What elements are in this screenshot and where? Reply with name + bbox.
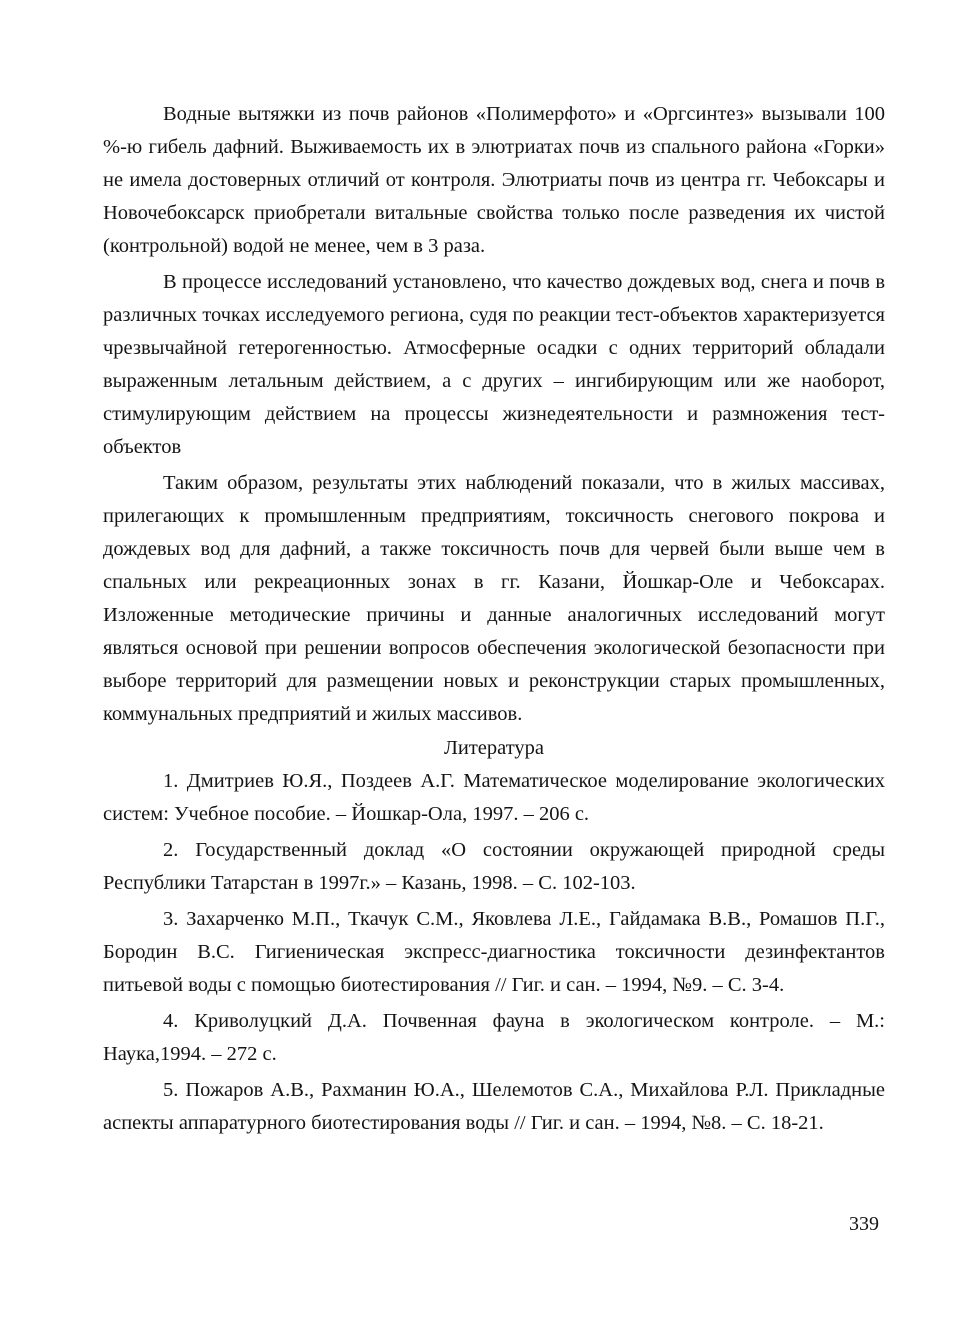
body-paragraph-1: Водные вытяжки из почв районов «Полимерфото» и «Оргсинтез» вызывали 100 %-ю гибель дафний. Выживаемость их в элютриатах почв из спального района «Горки» не имела достоверных отличий от контроля. Элютриаты почв из центра гг. Чебоксары и Новочебоксарск приобретали витальные свойства только после разведения их чистой (контрольной) водой не менее, чем в 3 раза. <box>103 103 885 257</box>
body-paragraph-2: В процессе исследований установлено, что качество дождевых вод, снега и почв в различных точках исследуемого региона, судя по реакции тест-объектов характеризуется чрезвычайной гетерогенностью. Атмосферные осадки с одних территорий обладали выраженным летальным действием, а с других – ингибирующим или же наоборот, стимулирующим действием на процессы жизнедеятельности и размножения тест-объектов <box>103 271 885 458</box>
reference-item-3: 3. Захарченко М.П., Ткачук С.М., Яковлева Л.Е., Гайдамака В.В., Ромашов П.Г., Бородин В.С. Гигиеническая экспресс-диагностика токсичности дезинфектантов питьевой воды с помощью биотестирования // Гиг. и сан. – 1994, №9. – С. 3-4. <box>103 908 885 996</box>
page-number: 339 <box>849 1213 879 1235</box>
reference-item-2: 2. Государственный доклад «О состоянии окружающей природной среды Республики Татарстан в 1997г.» – Казань, 1998. – С. 102-103. <box>103 839 885 894</box>
page-content <box>103 98 885 1140</box>
reference-item-4: 4. Криволуцкий Д.А. Почвенная фауна в экологическом контроле. – М.: Наука,1994. – 272 с. <box>103 1010 885 1065</box>
reference-item-1: 1. Дмитриев Ю.Я., Поздеев А.Г. Математическое моделирование экологических систем: Учебное пособие. – Йошкар-Ола, 1997. – 206 с. <box>103 770 885 825</box>
references-heading: Литература <box>443 737 545 759</box>
body-paragraph-3: Таким образом, результаты этих наблюдений показали, что в жилых массивах, прилегающих к промышленным предприятиям, токсичность снегового покрова и дождевых вод для дафний, а также токсичность почв для червей были выше чем в спальных или рекреационных зонах в гг. Казани, Йошкар-Оле и Чебоксарах. Изложенные методические причины и данные аналогичных исследований могут являться основой при решении вопросов обеспечения экологической безопасности при выборе территорий для размещении новых и реконструкции старых промышленных, коммунальных предприятий и жилых массивов. <box>103 472 885 725</box>
reference-item-5: 5. Пожаров А.В., Рахманин Ю.А., Шелемотов С.А., Михайлова Р.Л. Прикладные аспекты аппаратурного биотестирования воды // Гиг. и сан. – 1994, №8. – С. 18-21. <box>103 1079 885 1134</box>
